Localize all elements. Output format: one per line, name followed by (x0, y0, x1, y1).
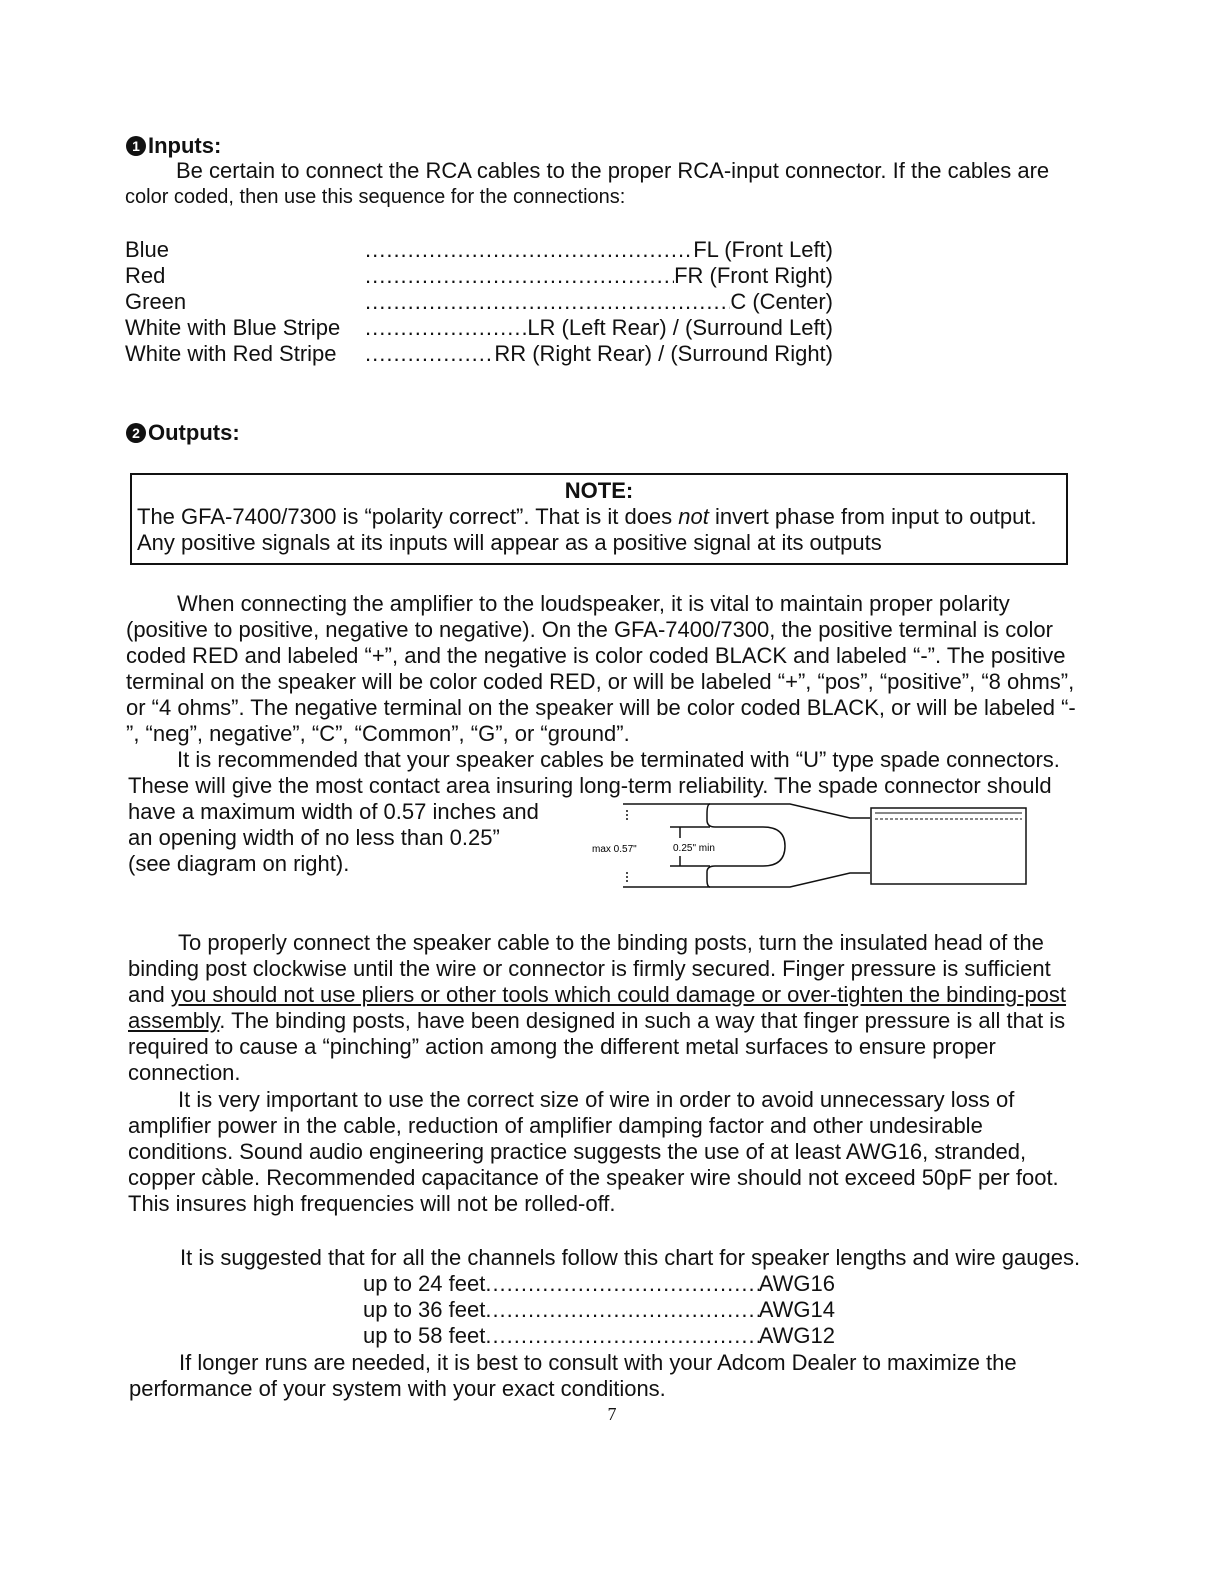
paragraph-line: required to cause a “pinching” action among the different metal surfaces to ensure proper (128, 1034, 996, 1059)
chart-intro: It is suggested that for all the channels follow this chart for speaker lengths and wire gauges. (180, 1245, 1081, 1270)
gauge-row (363, 1323, 835, 1349)
connection-list (125, 237, 833, 367)
connection-channel: FR (Front Right) (674, 263, 833, 288)
connection-row (125, 237, 833, 263)
number-one-icon: 1 (126, 136, 146, 156)
number-two-icon: 2 (126, 423, 146, 443)
note-line2: Any positive signals at its inputs will appear as a positive signal at its outputs (137, 530, 882, 555)
inputs-intro-line1: Be certain to connect the RCA cables to the proper RCA-input connector. If the cables are (176, 158, 1050, 183)
underlined-warning: assembly (128, 1008, 220, 1033)
paragraph-line: To properly connect the speaker cable to the binding posts, turn the insulated head of the (178, 930, 1044, 955)
connection-channel: RR (Right Rear) / (Surround Right) (494, 341, 833, 366)
gauge-length: up to 24 feet (363, 1271, 486, 1296)
paragraph-line: or “4 ohms”. The negative terminal on the speaker will be color coded BLACK, or will be labeled “- (126, 695, 1076, 720)
paragraph-line: It is recommended that your speaker cables be terminated with “U” type spade connectors. (177, 747, 1060, 772)
note-line1-start: The GFA-7400/7300 is “polarity correct”. That is it does (137, 504, 679, 529)
paragraph-line: These will give the most contact area insuring long-term reliability. The spade connector should (128, 773, 1052, 798)
note-line1 (137, 504, 1066, 530)
line-start: and (128, 982, 171, 1007)
paragraph-line: When connecting the amplifier to the loudspeaker, it is vital to maintain proper polarity (177, 591, 1010, 616)
dot-leader (365, 341, 494, 367)
paragraph-line: (see diagram on right). (128, 851, 350, 876)
paragraph-line: (positive to positive, negative to negative). On the GFA-7400/7300, the positive terminal is color (126, 617, 1053, 642)
dot-leader (365, 237, 693, 263)
connection-channel: LR (Left Rear) / (Surround Left) (527, 315, 833, 340)
line-end: . The binding posts, have been designed in such a way that finger pressure is all that is (219, 1008, 1066, 1033)
outputs-heading (126, 420, 240, 446)
paragraph-line (128, 1008, 1066, 1034)
inputs-heading (126, 133, 221, 159)
paragraph-line: performance of your system with your exact conditions. (129, 1376, 666, 1401)
closing-paragraph (129, 1350, 1017, 1402)
underlined-warning: you should not use pliers or other tools which could damage or over-tighten the binding-post (170, 982, 1067, 1007)
paragraph-line: This insures high frequencies will not be rolled-off. (128, 1191, 616, 1216)
paragraph-line: conditions. Sound audio engineering practice suggests the use of at least AWG16, stranded, (128, 1139, 1027, 1164)
connection-channel: C (Center) (730, 289, 833, 314)
inputs-intro-line2: color coded, then use this sequence for the connections: (125, 186, 626, 208)
gauge-chart (363, 1271, 835, 1349)
paragraph-line: an opening width of no less than 0.25” (128, 825, 500, 850)
paragraph-line: It is very important to use the correct size of wire in order to avoid unnecessary loss of (178, 1087, 1015, 1112)
connection-color: White with Blue Stripe (125, 315, 341, 340)
paragraph-line: connection. (128, 1060, 241, 1085)
connection-channel: FL (Front Left) (693, 237, 833, 262)
paragraph-line: coded RED and labeled “+”, and the negative is color coded BLACK and labeled “-”. The positive (126, 643, 1066, 668)
dot-leader (365, 289, 730, 315)
paragraph-line: ”, “neg”, negative”, “C”, “Common”, “G”, or “ground”. (126, 721, 630, 746)
paragraph-line: binding post clockwise until the wire or connector is firmly secured. Finger pressure is sufficient (128, 956, 1051, 981)
paragraph-line: copper càble. Recommended capacitance of the speaker wire should not exceed 50pF per foot. (128, 1165, 1059, 1190)
spade-connector-diagram (585, 800, 1035, 895)
polarity-paragraph (126, 591, 1076, 747)
gauge-awg: AWG12 (758, 1323, 835, 1348)
dot-leader (365, 315, 527, 341)
dot-leader (485, 1297, 758, 1323)
page-number: 7 (607, 1404, 617, 1424)
note-line1-end: invert phase from input to output. (708, 504, 1037, 529)
paragraph-line: If longer runs are needed, it is best to consult with your Adcom Dealer to maximize the (179, 1350, 1017, 1375)
min-opening-label: 0.25" min (673, 843, 715, 854)
gauge-awg: AWG16 (758, 1271, 835, 1296)
paragraph-line: amplifier power in the cable, reduction of amplifier damping factor and other undesirable (128, 1113, 983, 1138)
note-box (130, 473, 1068, 565)
note-emphasis: not (678, 504, 709, 529)
connection-row (125, 341, 833, 367)
dot-leader (485, 1323, 758, 1349)
paragraph-line: terminal on the speaker will be color coded RED, or will be labeled “+”, “pos”, “positive”, “8 ohms”, (126, 669, 1075, 694)
connection-color: Green (125, 289, 187, 314)
connection-row (125, 289, 833, 315)
gauge-row (363, 1297, 835, 1323)
paragraph-line: have a maximum width of 0.57 inches and (128, 799, 539, 824)
connection-color: Red (125, 263, 166, 288)
gauge-row (363, 1271, 835, 1297)
connection-color: White with Red Stripe (125, 341, 337, 366)
outputs-heading-text: Outputs: (148, 420, 240, 445)
max-width-label: max 0.57" (592, 844, 637, 855)
inputs-heading-text: Inputs: (148, 133, 222, 158)
gauge-length: up to 58 feet (363, 1323, 486, 1348)
spade-outline (707, 804, 870, 887)
gauge-length: up to 36 feet (363, 1297, 486, 1322)
gauge-awg: AWG14 (758, 1297, 835, 1322)
binding-paragraph (128, 930, 1066, 1086)
dot-leader (365, 263, 674, 289)
paragraph-line (128, 982, 1066, 1008)
connection-row (125, 263, 833, 289)
wire-paragraph (128, 1087, 1059, 1217)
connection-color: Blue (125, 237, 170, 262)
connection-row (125, 315, 833, 341)
note-title: NOTE: (564, 478, 634, 503)
dot-leader (485, 1271, 758, 1297)
